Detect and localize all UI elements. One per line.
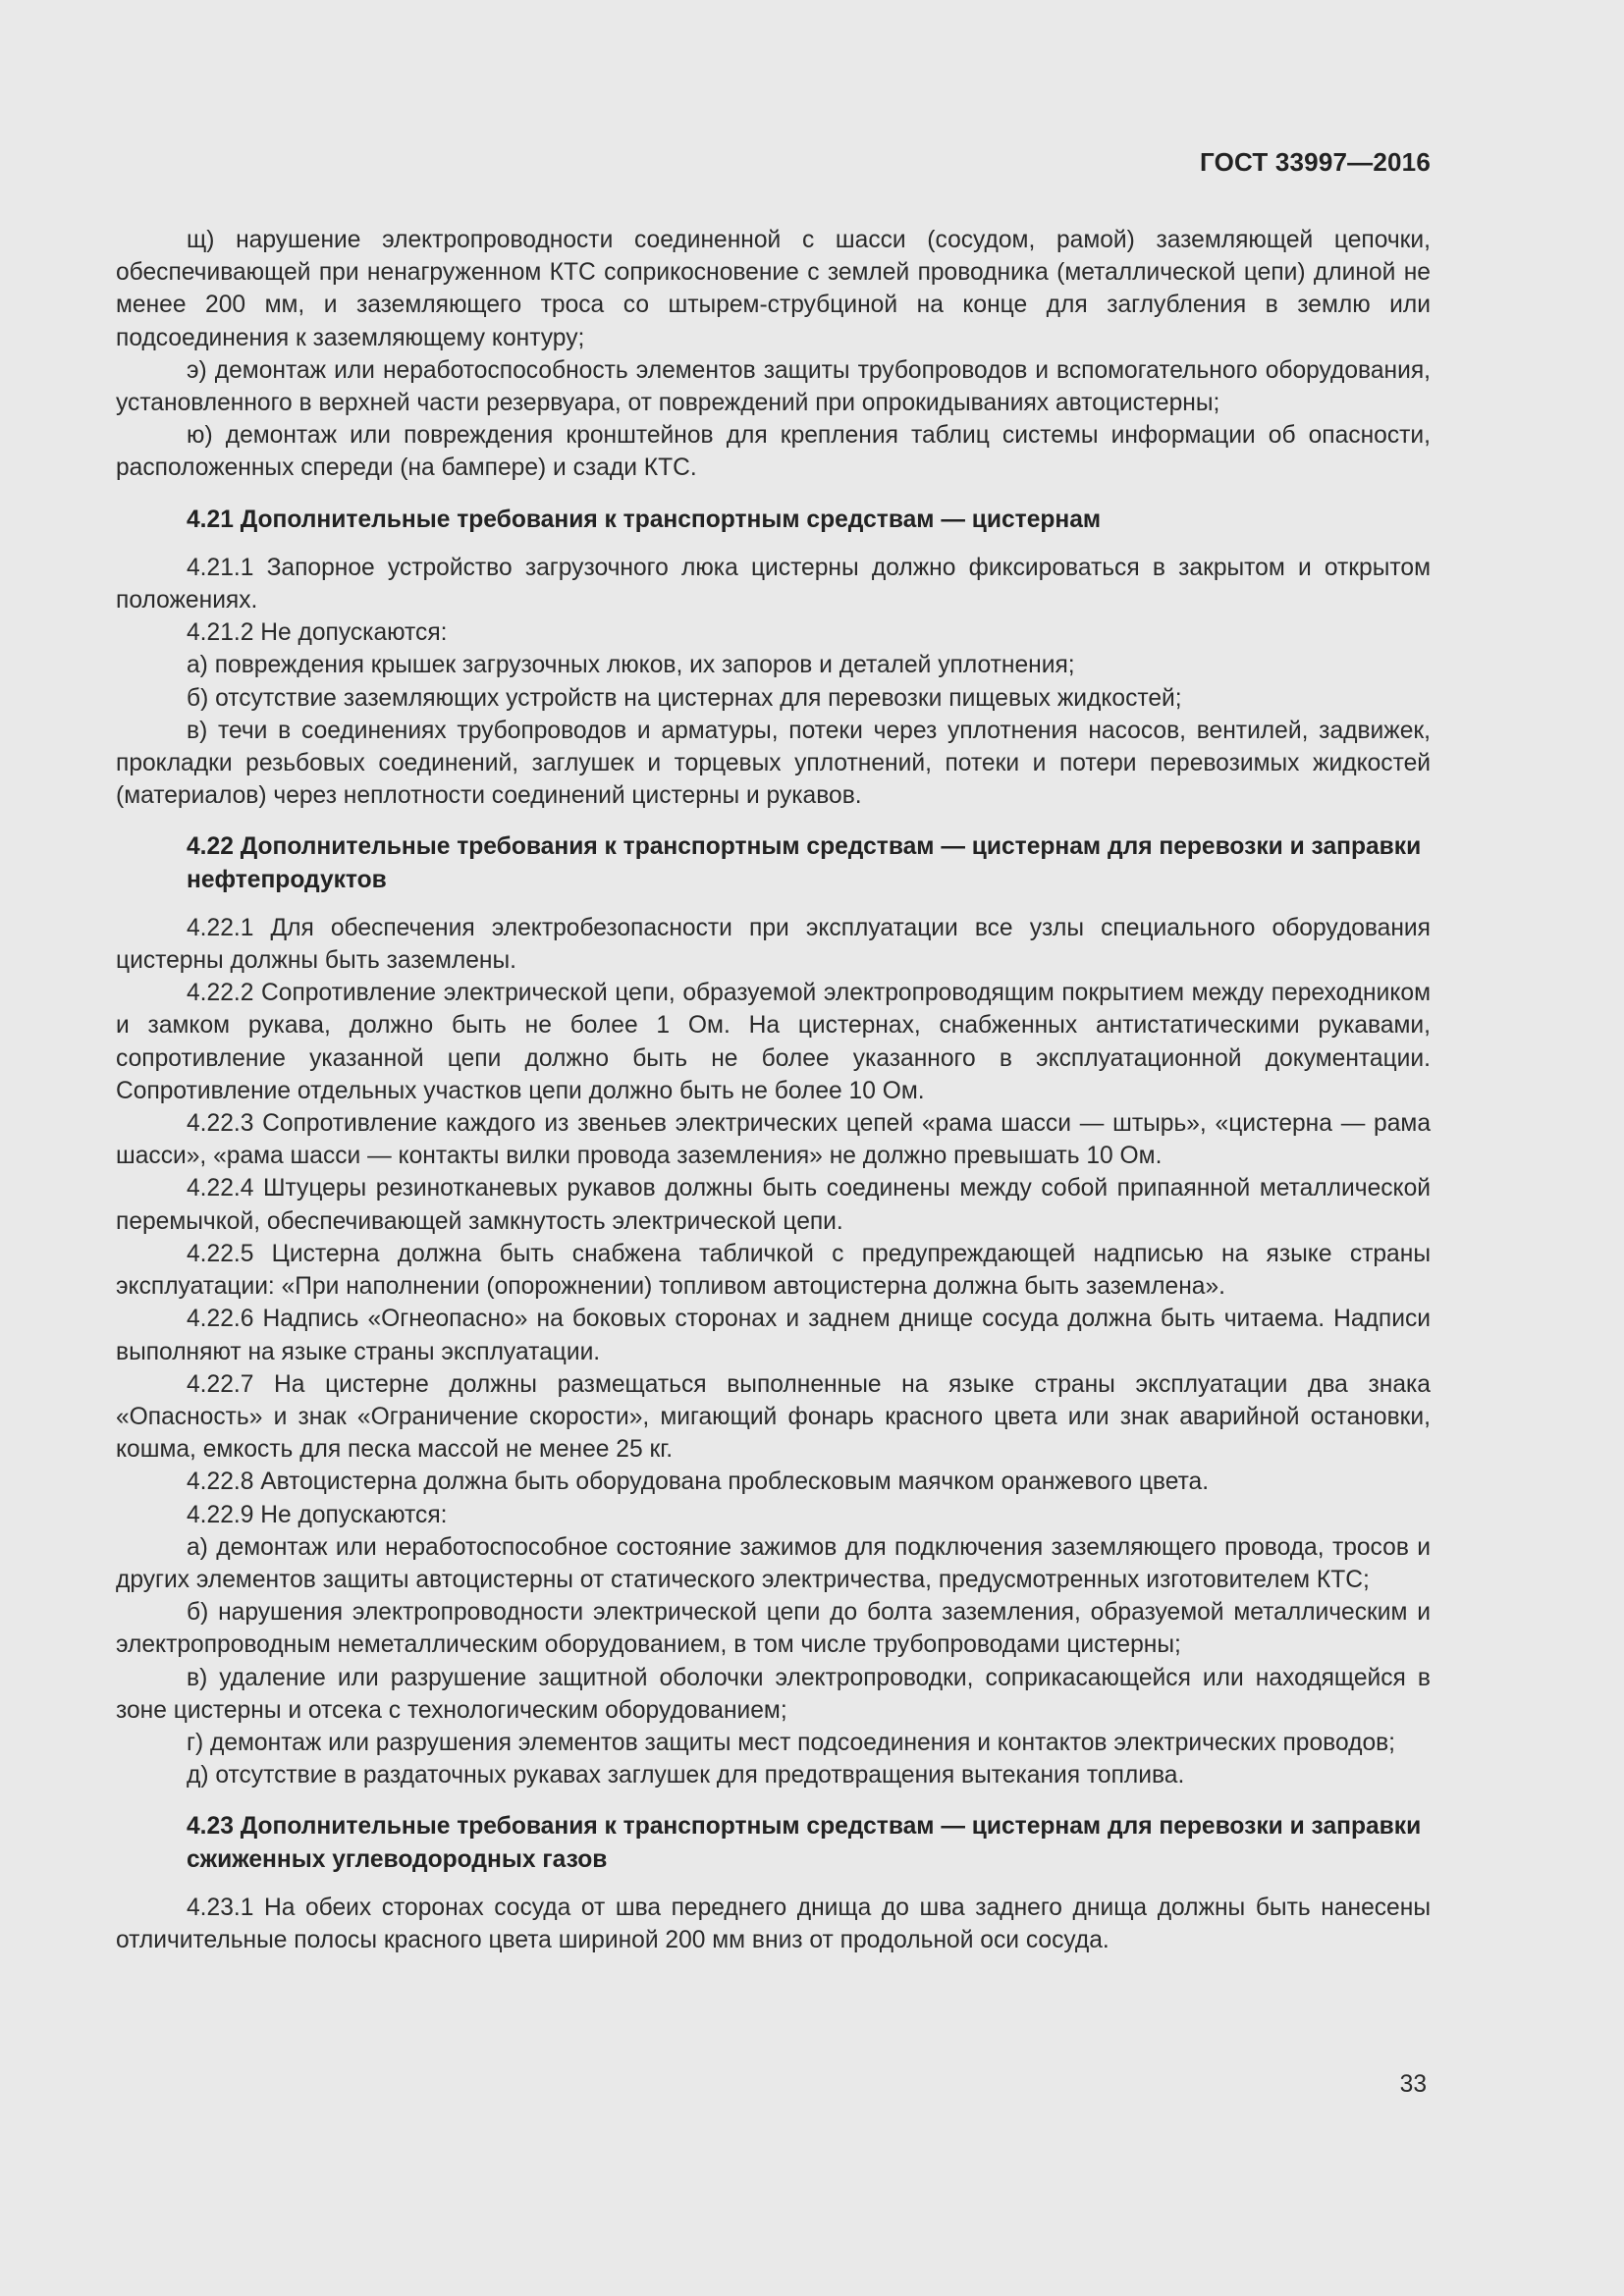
paragraph: 4.22.7 На цистерне должны размещаться выполненные на языке страны эксплуатации два знака «Опасность» и знак «Ограничение скорости», мигающий фонарь красного цвета или знак аварийной остановки, кошма, емкость для песка массой не менее 25 кг.: [116, 1370, 1431, 1464]
paragraph: 4.21.1 Запорное устройство загрузочного люка цистерны должно фиксироваться в закрытом и открытом положениях.: [116, 554, 1431, 614]
list-item: в) удаление или разрушение защитной оболочки электропроводки, соприкасающейся или находящейся в зоне цистерны и отсека с технологическим оборудованием;: [116, 1664, 1431, 1724]
list-item: б) нарушения электропроводности электрической цепи до болта заземления, образуемой металлическим и электропроводным неметаллическим оборудованием, в том числе трубопроводами цистерны;: [116, 1599, 1431, 1659]
document-header: ГОСТ 33997—2016: [1200, 147, 1431, 177]
page-number: 33: [1399, 2071, 1427, 2098]
paragraph: ю) демонтаж или повреждения кронштейнов для крепления таблиц системы информации об опасности, расположенных спереди (на бампере) и сзади КТС.: [116, 422, 1431, 482]
list-item: а) демонтаж или неработоспособное состояние зажимов для подключения заземляющего провода, тросов и других элементов защиты автоцистерны от статического электричества, предусмотренных изготовителем КТС;: [116, 1533, 1431, 1593]
section-heading-4-23: 4.23 Дополнительные требования к транспортным средствам — цистернам для перевозки и заправки сжиженных углеводородных газов: [187, 1813, 1422, 1873]
list-item: в) течи в соединениях трубопроводов и арматуры, потеки через уплотнения насосов, вентилей, задвижек, прокладки резьбовых соединений, заглушек и торцевых уплотнений, потеки и потери перевозимых жидкостей (материалов) через неплотности соединений цистерны и рукавов.: [116, 717, 1431, 810]
paragraph: 4.22.3 Сопротивление каждого из звеньев электрических цепей «рама шасси — штырь», «цистерна — рама шасси», «рама шасси — контакты вилки провода заземления» не должно превышать 10 Ом.: [116, 1110, 1431, 1170]
paragraph: 4.22.2 Сопротивление электрической цепи, образуемой электропроводящим покрытием между переходником и замком рукава, должно быть не более 1 Ом. На цистернах, снабженных антистатическими рукавами, сопротивление указанной цепи должно быть не более указанного в эксплуатационной документации. Сопротивление отдельных участков цепи должно быть не более 10 Ом.: [116, 980, 1431, 1104]
paragraph: 4.22.8 Автоцистерна должна быть оборудована проблесковым маячком оранжевого цвета.: [187, 1468, 1210, 1496]
paragraph: щ) нарушение электропроводности соединенной с шасси (сосудом, рамой) заземляющей цепочки, обеспечивающей при ненагруженном КТС соприкосновение с землей проводника (металлической цепи) длиной не менее 200 мм, и заземляющего троса со штырем-струбциной на конце для заглубления в землю или подсоединения к заземляющему контуру;: [116, 227, 1431, 351]
section-heading-4-21: 4.21 Дополнительные требования к транспортным средствам — цистернам: [187, 506, 1102, 533]
paragraph: 4.22.4 Штуцеры резинотканевых рукавов должны быть соединены между собой припаянной металлической перемычкой, обеспечивающей замкнутость электрической цепи.: [116, 1175, 1431, 1235]
paragraph: э) демонтаж или неработоспособность элементов защиты трубопроводов и вспомогательного оборудования, установленного в верхней части резервуара, от повреждений при опрокидываниях автоцистерны;: [116, 356, 1431, 417]
paragraph: 4.22.6 Надпись «Огнеопасно» на боковых сторонах и заднем днище сосуда должна быть читаема. Надписи выполняют на языке страны эксплуатации.: [116, 1306, 1431, 1365]
list-item: б) отсутствие заземляющих устройств на цистернах для перевозки пищевых жидкостей;: [187, 684, 1182, 712]
paragraph: 4.21.2 Не допускаются:: [187, 619, 448, 647]
paragraph: 4.22.5 Цистерна должна быть снабжена табличкой с предупреждающей надписью на языке страны эксплуатации: «При наполнении (опорожнении) топливом автоцистерна должна быть заземлена».: [116, 1240, 1431, 1301]
paragraph: 4.22.1 Для обеспечения электробезопасности при эксплуатации все узлы специального оборудования цистерны должны быть заземлены.: [116, 914, 1431, 975]
paragraph: 4.23.1 На обеих сторонах сосуда от шва переднего днища до шва заднего днища должны быть нанесены отличительные полосы красного цвета шириной 200 мм вниз от продольной оси сосуда.: [116, 1894, 1431, 1953]
list-item: д) отсутствие в раздаточных рукавах заглушек для предотвращения вытекания топлива.: [187, 1762, 1185, 1789]
list-item: г) демонтаж или разрушения элементов защиты мест подсоединения и контактов электрических проводов;: [187, 1729, 1396, 1756]
paragraph: 4.22.9 Не допускаются:: [187, 1501, 448, 1528]
list-item: а) повреждения крышек загрузочных люков, их запоров и деталей уплотнения;: [187, 652, 1075, 679]
document-body: [116, 224, 1431, 1956]
section-heading-4-22: 4.22 Дополнительные требования к транспортным средствам — цистернам для перевозки и заправки нефтепродуктов: [187, 833, 1422, 893]
